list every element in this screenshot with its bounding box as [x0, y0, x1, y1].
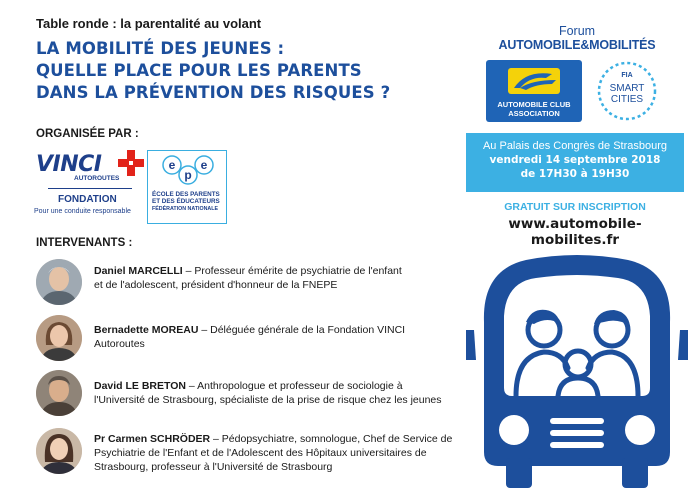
speaker-name: David LE BRETON	[94, 380, 186, 392]
vinci-fondation-logo	[34, 148, 144, 226]
vinci-tagline: Pour une conduite responsable	[34, 208, 131, 215]
avatar	[36, 315, 82, 361]
website-link[interactable]: www.automobile-mobilites.fr	[508, 216, 642, 248]
headline-line-3: DANS LA PRÉVENTION DES RISQUES ?	[36, 83, 391, 102]
speaker-role: – Déléguée générale de la Fondation VINCI	[198, 324, 406, 336]
right-mirror-icon	[678, 330, 688, 360]
epe-letter-2: p	[184, 168, 192, 182]
fia-smart-cities-logo	[596, 60, 658, 122]
event-time: de 17H30 à 19H30	[520, 168, 630, 180]
organisers-label: ORGANISÉE PAR :	[36, 128, 139, 140]
vinci-autoroutes-label: AUTOROUTES	[74, 175, 120, 182]
speaker-role-line-3: Strasbourg, professeur à l'Université de Strasbourg	[94, 461, 333, 473]
headline-line-1: LA MOBILITÉ DES JEUNES :	[36, 39, 285, 58]
vinci-fondation-label: FONDATION	[58, 194, 117, 205]
event-headline	[36, 38, 436, 104]
speaker-role-line-2: et de l'adolescent, président d'honneur de la FNEPE	[94, 279, 338, 291]
fia-mark: FIA	[621, 72, 633, 79]
aca-line-1: AUTOMOBILE CLUB	[497, 100, 571, 109]
epe-letter-1: e	[168, 158, 176, 172]
epe-name	[152, 191, 220, 213]
vinci-cross-icon	[118, 150, 144, 176]
right-wheel-icon	[622, 458, 648, 488]
speakers-label: INTERVENANTS :	[36, 237, 133, 249]
left-mirror-icon	[466, 330, 476, 360]
speaker-role-line-2: Autoroutes	[94, 338, 145, 350]
grille-bar-icon	[550, 430, 604, 436]
registration-label: GRATUIT SUR INSCRIPTION	[504, 201, 646, 213]
right-headlight-icon	[625, 415, 655, 445]
speaker-role: – Anthropologue et professeur de sociologie à	[186, 380, 403, 392]
speaker-name: Bernadette MOREAU	[94, 324, 199, 336]
event-details-box	[466, 133, 684, 192]
speaker-name: Pr Carmen SCHRÖDER	[94, 433, 211, 445]
bus-family-illustration	[466, 252, 688, 492]
epe-line-3: FÉDÉRATION NATIONALE	[152, 205, 219, 212]
epe-logo	[147, 150, 227, 224]
headline-line-2: QUELLE PLACE POUR LES PARENTS	[36, 61, 362, 80]
epe-letter-3: e	[200, 158, 208, 172]
event-subtitle: Table ronde : la parentalité au volant	[36, 16, 262, 31]
epe-circles-icon	[152, 153, 224, 189]
speaker-name: Daniel MARCELLI	[94, 265, 183, 277]
vinci-divider	[48, 188, 132, 189]
fia-smart-label: SMART	[609, 83, 645, 94]
speaker-role: – Professeur émérite de psychiatrie de l'enfant	[182, 265, 402, 277]
epe-line-1: ÉCOLE DES PARENTS	[152, 191, 220, 198]
left-headlight-icon	[499, 415, 529, 445]
forum-label: Forum	[558, 24, 596, 38]
aca-line-2: ASSOCIATION	[508, 109, 560, 118]
left-wheel-icon	[506, 458, 532, 488]
forum-title: AUTOMOBILE&MOBILITÉS	[498, 38, 656, 52]
automobile-club-logo	[486, 60, 582, 122]
event-date: vendredi 14 septembre 2018	[489, 154, 661, 166]
speaker-role-line-2: l'Université de Strasbourg, spécialiste de la prise de risque chez les jeunes	[94, 394, 442, 406]
speaker-role-line-2: Psychiatrie de l'Enfant et de l'Adolescent des Hôpitaux universitaires de	[94, 447, 427, 459]
grille-bar-icon	[550, 442, 604, 448]
avatar	[36, 428, 82, 474]
event-venue: Au Palais des Congrès de Strasbourg	[482, 140, 668, 152]
grille-bar-icon	[550, 418, 604, 424]
avatar	[36, 370, 82, 416]
vinci-wordmark: VINCI	[36, 152, 102, 177]
speaker-role: – Pédopsychiatre, somnologue, Chef de Service de	[210, 433, 453, 445]
avatar	[36, 259, 82, 305]
aca-emblem-icon	[486, 60, 582, 100]
fia-cities-label: CITIES	[610, 94, 644, 105]
epe-line-2: ET DES ÉDUCATEURS	[152, 198, 220, 206]
